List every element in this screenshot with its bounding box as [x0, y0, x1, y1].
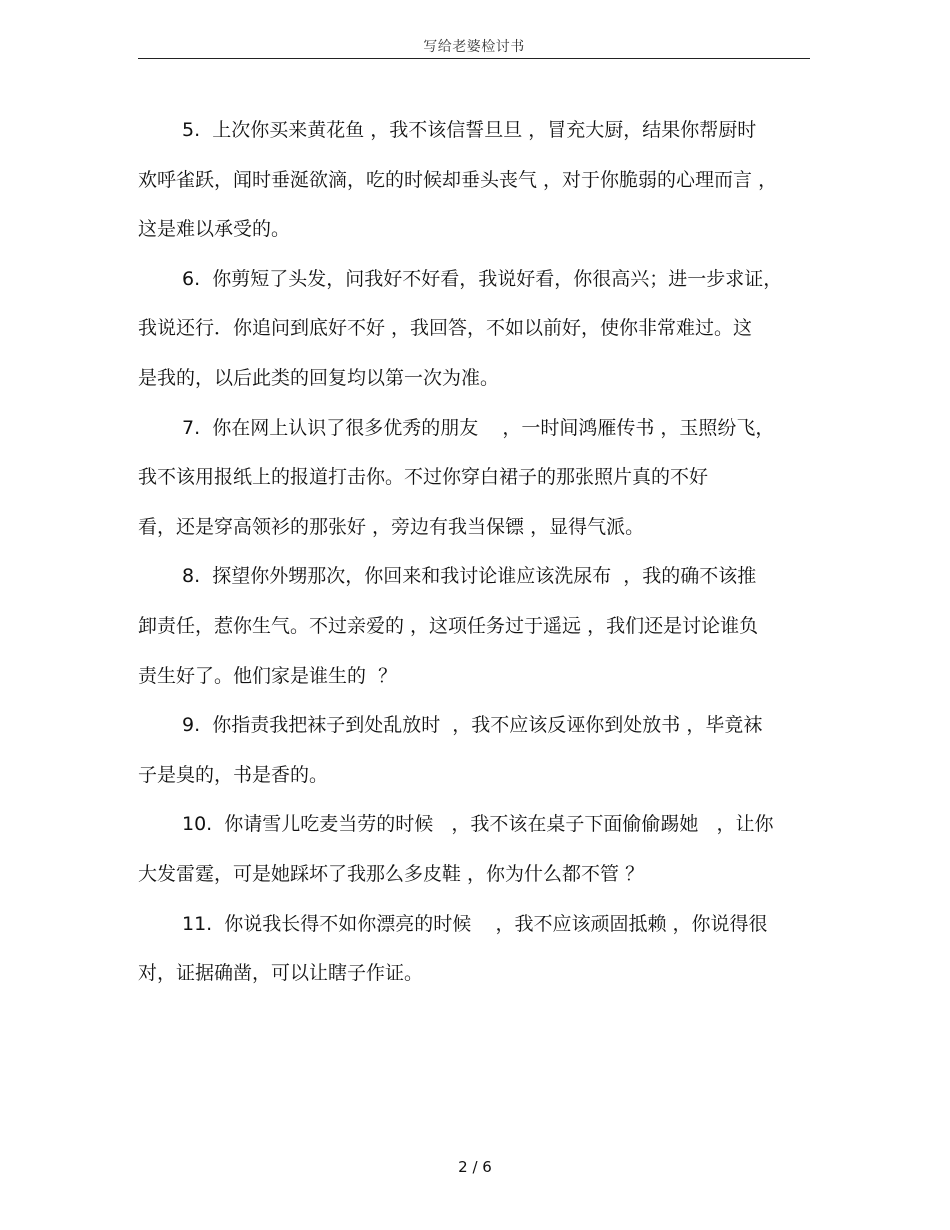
text-line: 欢呼雀跃，闻时垂涎欲滴，吃的时候却垂头丧气 ，对于你脆弱的心理而言 ，	[138, 168, 778, 191]
text-line: 大发雷霆，可是她踩坏了我那么多皮鞋 ，你为什么都不管 ？	[138, 862, 645, 885]
text-line: 子是臭的，书是香的。	[138, 763, 329, 786]
text-line: 卸责任，惹你生气。不过亲爱的 ，这项任务过于遥远 ，我们还是讨论谁负	[138, 614, 759, 637]
text-line: 7. 你在网上认识了很多优秀的朋友 ，一时间鸿雁传书 ，玉照纷飞，	[182, 416, 775, 439]
text-line: 11. 你说我长得不如你漂亮的时候 ，我不应该顽固抵赖 ，你说得很	[182, 912, 768, 935]
page-header	[138, 28, 810, 59]
text-line: 6. 你剪短了头发，问我好不好看，我说好看，你很高兴；进一步求证，	[182, 267, 783, 290]
text-line: 是我的，以后此类的回复均以第一次为准。	[138, 366, 500, 389]
text-line: 对，证据确凿，可以让瞎子作证。	[138, 962, 424, 985]
text-line: 8. 探望你外甥那次，你回来和我讨论谁应该洗尿布 ，我的确不该推	[182, 565, 757, 588]
text-line: 看，还是穿高领衫的那张好 ，旁边有我当保镖 ，显得气派。	[138, 515, 645, 538]
text-line: 9. 你指责我把袜子到处乱放时 ，我不应该反诬你到处放书 ，毕竟袜	[182, 714, 763, 737]
text-line: 这是难以承受的。	[138, 218, 291, 241]
text-line: 10. 你请雪儿吃麦当劳的时候 ，我不该在桌子下面偷偷踢她 ，让你	[182, 813, 774, 836]
page-number: 2 / 6	[458, 1158, 492, 1176]
text-line: 我不该用报纸上的报道打击你。不过你穿白裙子的那张照片真的不好	[138, 466, 709, 489]
text-line: 5. 上次你买来黄花鱼 ，我不该信誓旦旦 ，冒充大厨，结果你帮厨时	[182, 119, 757, 141]
document-body	[138, 106, 810, 999]
document-title: 写给老婆检讨书	[423, 39, 525, 55]
text-line: 我说还行．你追问到底好不好 ，我回答，不如以前好，使你非常难过。这	[138, 317, 753, 340]
text-line: 责生好了。他们家是谁生的 ？	[138, 664, 398, 687]
